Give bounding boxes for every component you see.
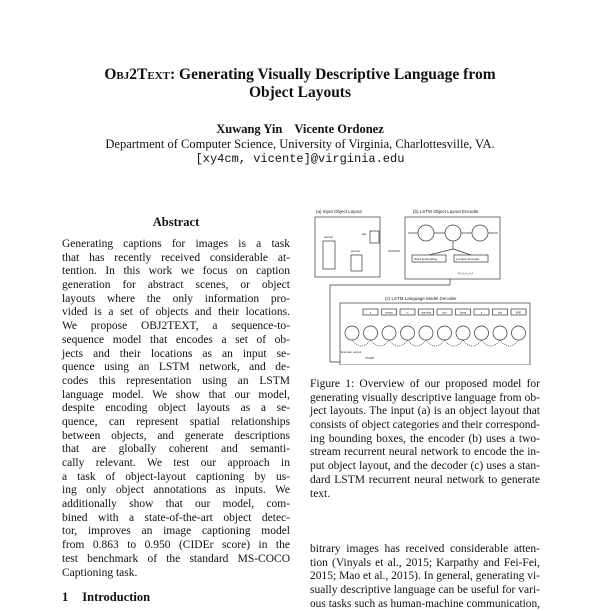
text-line: text.	[310, 487, 331, 500]
text-line: between objects, and generate descriptions	[62, 429, 290, 442]
lstm-cell	[512, 326, 526, 340]
text-line: bined with a state-of-the-art object detec-	[62, 511, 290, 524]
decoder-input-label: Encoder output	[341, 350, 362, 354]
text-line: dard LSTM recurrent neural network to generate	[310, 473, 540, 486]
text-line: additionally show that our model, com-	[62, 498, 290, 511]
object-box	[351, 255, 362, 271]
text-line: tention. In this work we focus on caption	[62, 265, 290, 278]
lstm-cell	[475, 326, 489, 340]
recurrent-connection	[463, 340, 482, 346]
output-word: a	[480, 311, 483, 315]
text-line: vided is a set of objects and their locations.	[62, 306, 290, 319]
abstract-body	[62, 238, 290, 580]
figure-1	[310, 205, 535, 365]
object-label: kite	[362, 232, 367, 236]
output-word: is	[406, 311, 409, 315]
text-line: ject layouts. The input (a) is an object layout that	[310, 405, 540, 418]
text-line: despite encoding object layouts as a se-	[62, 402, 290, 415]
layout-canvas	[315, 217, 380, 277]
word-embedding-label: Word Embedding	[414, 257, 438, 261]
panel-c-label: (c) LSTM Language Model Decoder	[385, 296, 457, 301]
output-word: person	[385, 311, 393, 315]
lstm-cell	[438, 326, 452, 340]
email: [xy4cm, vicente]@virginia.edu	[195, 152, 405, 166]
text-line: tion (Vinyals et al., 2015; Karpathy and Fei-Fei,	[310, 556, 540, 569]
object-box	[323, 241, 335, 269]
text-line: ing only object annotations as inputs. We	[62, 484, 290, 497]
panel-b-label: (b) LSTM Object Layout Encoder	[413, 209, 479, 214]
recurrent-connection	[445, 340, 464, 346]
text-line: stream recurrent neural network to encode the in-	[310, 446, 540, 459]
text-line: that are globally coherent and semanti-	[62, 443, 290, 456]
text-line: consists of object categories and their correspond-	[310, 419, 540, 432]
recurrent-connection	[426, 340, 445, 346]
text-line: ous tasks such as human-machine communication,	[310, 597, 540, 610]
body-text	[310, 543, 540, 611]
text-line: cally relevant. We test our approach in	[62, 457, 290, 469]
title-rest: : Generating Visually Descriptive Language from	[169, 66, 496, 83]
coords-label: (x₁,y₁,x₂,y₂)	[458, 271, 473, 275]
text-line: generating visually descriptive language from ob-	[310, 391, 540, 404]
abstract-heading: Abstract	[152, 215, 200, 229]
recurrent-connection	[408, 340, 427, 346]
text-line: sually descriptive language can be useful for vari-	[310, 584, 540, 597]
recurrent-connection	[482, 340, 501, 346]
text-line: generation for abstract scenes, or object	[62, 279, 290, 292]
recurrent-connection	[371, 340, 390, 346]
encoder-box	[405, 217, 500, 279]
panel-a-label: (a) Input Object Layout	[316, 209, 362, 214]
lstm-cell	[419, 326, 433, 340]
text-line: quence using an LSTM network, and de-	[62, 361, 290, 374]
text-line: test benchmark of the standard MS-COCO	[62, 552, 290, 565]
title-model-name: Obj2Text	[104, 66, 170, 83]
section-title: Introduction	[82, 590, 151, 604]
object-box	[370, 231, 379, 243]
text-line: We propose OBJ2TEXT, a sequence-to-	[62, 320, 290, 333]
text-line: Captioning task.	[62, 566, 138, 579]
object-label: person	[351, 249, 361, 253]
section-number: 1	[62, 590, 69, 604]
decoder-input-label: START	[365, 356, 375, 360]
lstm-cell	[382, 326, 396, 340]
text-line: put object layout, and the decoder (c) uses a stan-	[310, 460, 540, 473]
object-label: person	[324, 235, 334, 239]
text-line: language model. We show that our model,	[62, 388, 290, 401]
location-encoder-label: Location Encoder	[456, 257, 480, 261]
text-line: sequence model that encodes a set of ob-	[62, 333, 290, 346]
lstm-cell	[345, 326, 359, 340]
author: Xuwang Yin	[216, 122, 283, 136]
text-line: from 0.863 to 0.950 (CIDEr score) in the	[62, 539, 290, 552]
text-line: quence, can represent spatial relationships	[62, 415, 290, 428]
lstm-cell	[401, 326, 415, 340]
recurrent-connection	[352, 340, 371, 346]
text-line: Figure 1: Overview of our proposed model for	[310, 378, 540, 390]
recurrent-connection	[389, 340, 408, 346]
figure-caption	[310, 378, 540, 501]
text-line: ing bounding boxes, the encoder (b) uses a two-	[310, 432, 540, 445]
authors	[0, 122, 600, 137]
output-word: END	[515, 311, 522, 315]
lstm-cell	[493, 326, 507, 340]
text-line: 2015; Mao et al., 2015). In general, generating vi-	[310, 570, 540, 583]
lstm-cell	[456, 326, 470, 340]
recurrent-connection	[500, 340, 519, 346]
text-line: jects and their locations as an input se-	[62, 347, 290, 360]
affiliation: Department of Computer Science, University of Virginia, Charlottesville, VA.	[105, 137, 495, 151]
output-word: flying	[459, 311, 467, 315]
text-line: layouts where the only information pro-	[62, 292, 290, 305]
section-heading-introduction	[62, 590, 164, 604]
output-word: a	[369, 311, 372, 315]
output-word: standing	[421, 311, 431, 315]
output-word: and	[442, 311, 447, 315]
text-line: bitrary images has received considerable atten-	[310, 543, 540, 555]
text-line: codes this representation using an LSTM	[62, 374, 290, 387]
title-line-2: Object Layouts	[248, 84, 352, 101]
text-line: a task of object-layout captioning by us-	[62, 470, 290, 483]
output-word: kite	[497, 311, 503, 315]
text-line: tor, improves an image captioning model	[62, 525, 290, 538]
paper-title	[0, 66, 600, 102]
lstm-cell	[364, 326, 378, 340]
author: Vicente Ordonez	[294, 122, 384, 136]
text-line: that has recently received considerable at-	[62, 251, 290, 264]
text-line: Generating captions for images is a task	[62, 238, 290, 250]
